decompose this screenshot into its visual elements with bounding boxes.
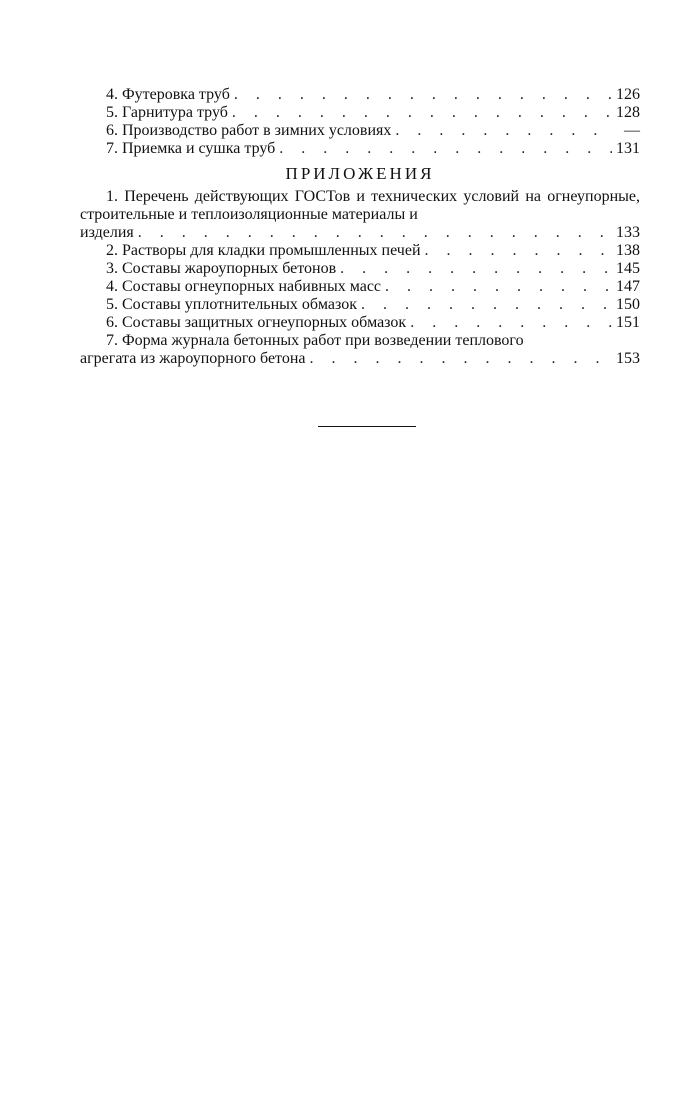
toc-entry-page: 131: [616, 140, 640, 157]
toc-entry: [80, 242, 640, 260]
toc-entry-page: 151: [616, 314, 640, 331]
toc-entry-page: 147: [616, 278, 640, 295]
toc-entry-last-line: [80, 350, 640, 368]
toc-entry-title: 3. Составы жароупорных бетонов: [106, 260, 337, 277]
toc-entry-title: 2. Растворы для кладки промышленных печей: [106, 242, 421, 259]
toc-entry-title: 4. Составы огнеупорных набивных масс: [106, 278, 382, 295]
dot-leader: [310, 350, 613, 368]
toc-entry-page: —: [624, 122, 640, 139]
dot-leader: [279, 140, 612, 158]
toc-entry-title: 7. Форма журнала бетонных работ при возведении теплового: [106, 332, 524, 349]
toc-entry-page: 145: [616, 260, 640, 277]
dot-leader: [425, 242, 613, 260]
toc-entry-title: 6. Составы защитных огнеупорных обмазок: [106, 314, 407, 331]
toc-entry: [80, 296, 640, 314]
dot-leader: [395, 122, 612, 140]
toc-entry-title: 5. Составы уплотнительных обмазок: [106, 296, 358, 313]
toc-entry: [80, 260, 640, 278]
toc-entry-page: 126: [616, 86, 640, 103]
dot-leader: [340, 260, 612, 278]
toc-entry-title: 1. Перечень действующих ГОСТов и технических условий на огнеупорные, строительные и теплоизоляционные материалы и: [80, 188, 640, 223]
toc-entry: [80, 86, 640, 104]
toc-entry: [80, 314, 640, 332]
dot-leader: [232, 104, 612, 122]
toc-entry-page: 150: [616, 296, 640, 313]
closing-rule: [318, 426, 416, 427]
toc-entry: [80, 278, 640, 296]
toc-entry: [80, 332, 640, 368]
dot-leader: [410, 314, 612, 332]
table-of-contents: [80, 86, 640, 368]
toc-entry-title: 4. Футеровка труб: [106, 86, 230, 103]
appendix-heading: ПРИЛОЖЕНИЯ: [285, 164, 435, 183]
toc-entry-title: 7. Приемка и сушка труб: [106, 140, 276, 157]
toc-entry-page: 128: [616, 104, 640, 121]
dot-leader: [138, 224, 612, 242]
dot-leader: [361, 296, 612, 314]
toc-entry-page: 153: [616, 350, 640, 367]
toc-entry-last-line: [80, 224, 640, 242]
toc-entry: [80, 140, 640, 158]
toc-entry: [80, 104, 640, 122]
toc-entry-page: 138: [616, 242, 640, 259]
toc-entry: [80, 188, 640, 242]
toc-entry-page: 133: [616, 224, 640, 241]
toc-entry-title-continued: агрегата из жароупорного бетона: [80, 350, 306, 367]
toc-entry-title-continued: изделия: [80, 224, 134, 241]
dot-leader: [234, 86, 612, 104]
dot-leader: [385, 278, 612, 296]
toc-entry-title: 5. Гарнитура труб: [106, 104, 228, 121]
toc-entry: [80, 122, 640, 140]
toc-entry-title: 6. Производство работ в зимних условиях: [106, 122, 392, 139]
